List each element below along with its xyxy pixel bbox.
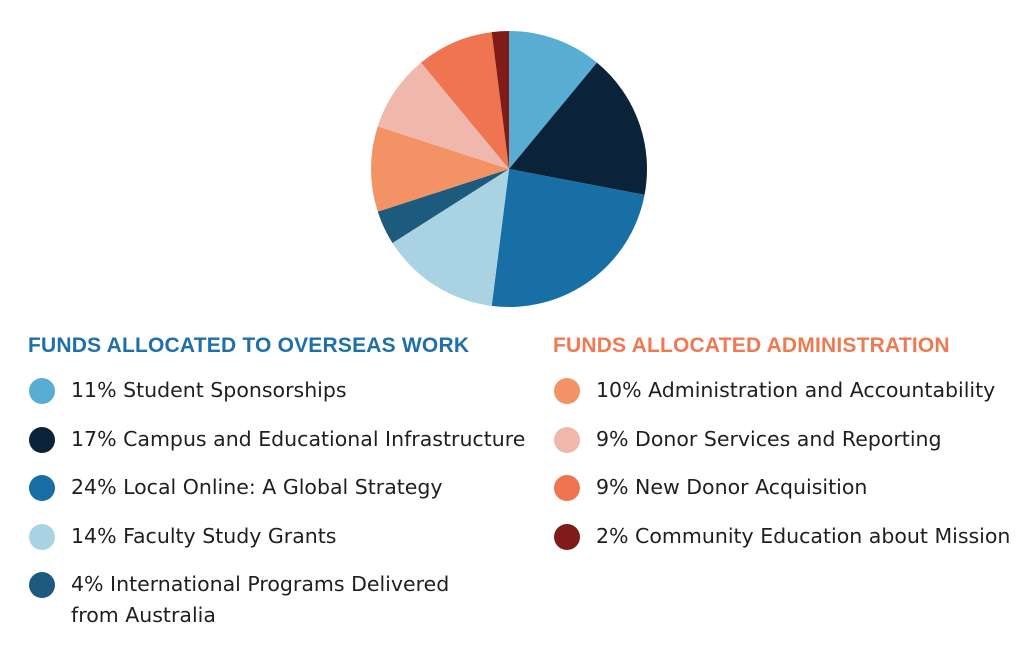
legend-label-line-2: from Australia: [71, 603, 216, 627]
legend-swatch: [554, 475, 580, 501]
legend-swatch: [554, 378, 580, 404]
legend-swatch: [29, 475, 55, 501]
legend-label: 9% New Donor Acquisition: [596, 475, 868, 499]
legend-swatch: [29, 524, 55, 550]
legend-swatch: [29, 427, 55, 453]
legend-swatch: [29, 378, 55, 404]
legend-label: 9% Donor Services and Reporting: [596, 427, 942, 451]
legend-swatch: [554, 524, 580, 550]
legend-swatch: [29, 572, 55, 598]
legend-label: 4% International Programs Delivered: [71, 572, 450, 596]
legend-label: 14% Faculty Study Grants: [71, 524, 337, 548]
legend-swatch: [554, 427, 580, 453]
legend-label: 24% Local Online: A Global Strategy: [71, 475, 443, 499]
legend-label: 10% Administration and Accountability: [596, 378, 996, 402]
legend-label: 11% Student Sponsorships: [71, 378, 347, 402]
legend-title-administration: FUNDS ALLOCATED ADMINISTRATION: [553, 334, 950, 357]
legend-title-overseas-work: FUNDS ALLOCATED TO OVERSEAS WORK: [28, 334, 470, 357]
legend-label: 17% Campus and Educational Infrastructure: [71, 427, 526, 451]
legend-label: 2% Community Education about Mission: [596, 524, 1011, 548]
